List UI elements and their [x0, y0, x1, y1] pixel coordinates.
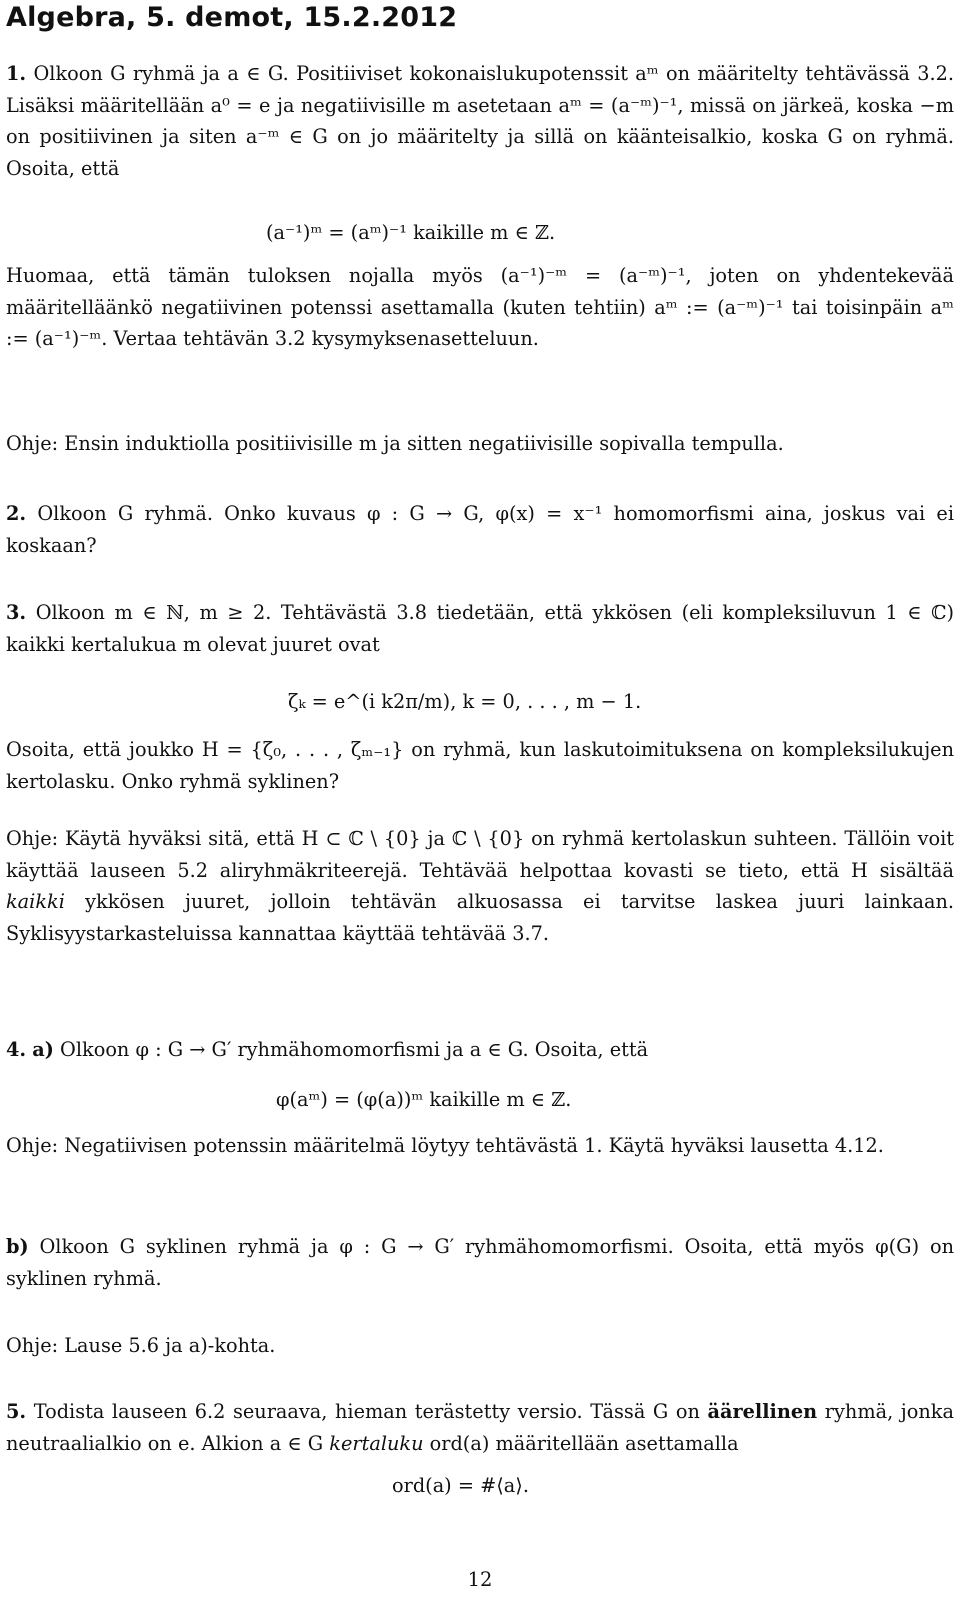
problem-1-note: Huomaa, että tämän tuloksen nojalla myös (a⁻¹)⁻ᵐ = (a⁻ᵐ)⁻¹, joten on yhdentekevää määritelläänkö negatiivinen potenssi asettamalla (kuten tehtiin) aᵐ := (a⁻ᵐ)⁻¹ tai toisinpäin aᵐ := (a⁻¹)⁻ᵐ. Vertaa tehtävän 3.2 kysymyksenasetteluun. — [6, 264, 954, 350]
problem-3-hint — [6, 823, 954, 949]
problem-5-body-1: Todista lauseen 6.2 seuraava, hieman terästetty versio. Tässä G on — [33, 1400, 708, 1423]
problem-4b-text — [6, 1231, 954, 1294]
problem-1-equation: (a⁻¹)ᵐ = (aᵐ)⁻¹ kaikille m ∈ ℤ. — [266, 221, 556, 244]
problem-5-body-2: ryhmä, jonka neutraalialkio on e. Alkion a ∈ G — [6, 1400, 954, 1455]
problem-4-number: 4. — [6, 1038, 27, 1061]
page-title: Algebra, 5. demot, 15.2.2012 — [6, 2, 458, 33]
problem-5-body-3: ord(a) määritellään asettamalla — [423, 1431, 739, 1455]
problem-5-equation: ord(a) = #⟨a⟩. — [392, 1474, 529, 1497]
problem-2-body: Olkoon G ryhmä. Onko kuvaus φ : G → G, φ(x) = x⁻¹ homomorfismi aina, joskus vai ei koskaan? — [6, 502, 954, 557]
problem-4a-label: a) — [32, 1038, 54, 1061]
problem-2-text — [6, 498, 954, 561]
problem-4a-text — [6, 1034, 954, 1066]
problem-1-text — [6, 58, 954, 184]
problem-5-emphasis-bold: äärellinen — [707, 1400, 818, 1423]
problem-3-text-2: Osoita, että joukko H = {ζ₀, . . . , ζₘ₋₁} on ryhmä, kun laskutoimituksena on kompleksilukujen kertolasku. Onko ryhmä syklinen? — [6, 738, 954, 793]
problem-3-hint-part-1: Ohje: Käytä hyväksi sitä, että H ⊂ ℂ \ {0} ja ℂ \ {0} on ryhmä kertolaskun suhteen. Tällöin voit käyttää lauseen 5.2 aliryhmäkriteerejä. Tehtävää helpottaa kovasti se tieto, että H sisältää — [6, 827, 954, 882]
problem-5-emphasis-italic: kertaluku — [329, 1431, 424, 1455]
problem-3-hint-emphasis: kaikki — [6, 890, 65, 913]
problem-1-number: 1. — [6, 62, 27, 85]
problem-1-hint: Ohje: Ensin induktiolla positiivisille m ja sitten negatiivisille sopivalla tempulla. — [6, 432, 784, 455]
problem-4a-equation: φ(aᵐ) = (φ(a))ᵐ kaikille m ∈ ℤ. — [276, 1088, 572, 1111]
page-number: 12 — [467, 1568, 493, 1591]
problem-2-number: 2. — [6, 502, 27, 525]
problem-5-text — [6, 1396, 954, 1459]
problem-4b-label: b) — [6, 1235, 29, 1258]
problem-3-hint-part-2: ykkösen juuret, jolloin tehtävän alkuosassa ei tarvitse laskea juuri lainkaan. Syklisyystarkasteluissa kannattaa käyttää tehtävää 3.7. — [6, 890, 954, 945]
problem-5-number: 5. — [6, 1400, 27, 1423]
problem-1-body: Olkoon G ryhmä ja a ∈ G. Positiiviset kokonaislukupotenssit aᵐ on määritelty tehtävässä 3.2. Lisäksi määritellään a⁰ = e ja negatiivisille m asetetaan aᵐ = (a⁻ᵐ)⁻¹, missä on järkeä, koska −m on positiivinen ja siten a⁻ᵐ ∈ G on jo määritelty ja sillä on käänteisalkio, koska G on ryhmä. Osoita, että — [6, 62, 954, 180]
problem-3-body: Olkoon m ∈ ℕ, m ≥ 2. Tehtävästä 3.8 tiedetään, että ykkösen (eli kompleksiluvun 1 ∈ ℂ) kaikki kertalukua m olevat juuret ovat — [6, 601, 954, 656]
problem-4a-hint: Ohje: Negatiivisen potenssin määritelmä löytyy tehtävästä 1. Käytä hyväksi lausetta 4.12. — [6, 1134, 884, 1157]
problem-3-text — [6, 597, 954, 660]
problem-3-number: 3. — [6, 601, 27, 624]
problem-4b-body: Olkoon G syklinen ryhmä ja φ : G → G′ ryhmähomomorfismi. Osoita, että myös φ(G) on syklinen ryhmä. — [6, 1235, 954, 1290]
problem-4a-body: Olkoon φ : G → G′ ryhmähomomorfismi ja a ∈ G. Osoita, että — [60, 1038, 649, 1061]
problem-4b-hint: Ohje: Lause 5.6 ja a)-kohta. — [6, 1334, 276, 1357]
problem-3-equation: ζₖ = e^(i k2π/m), k = 0, . . . , m − 1. — [288, 690, 642, 713]
